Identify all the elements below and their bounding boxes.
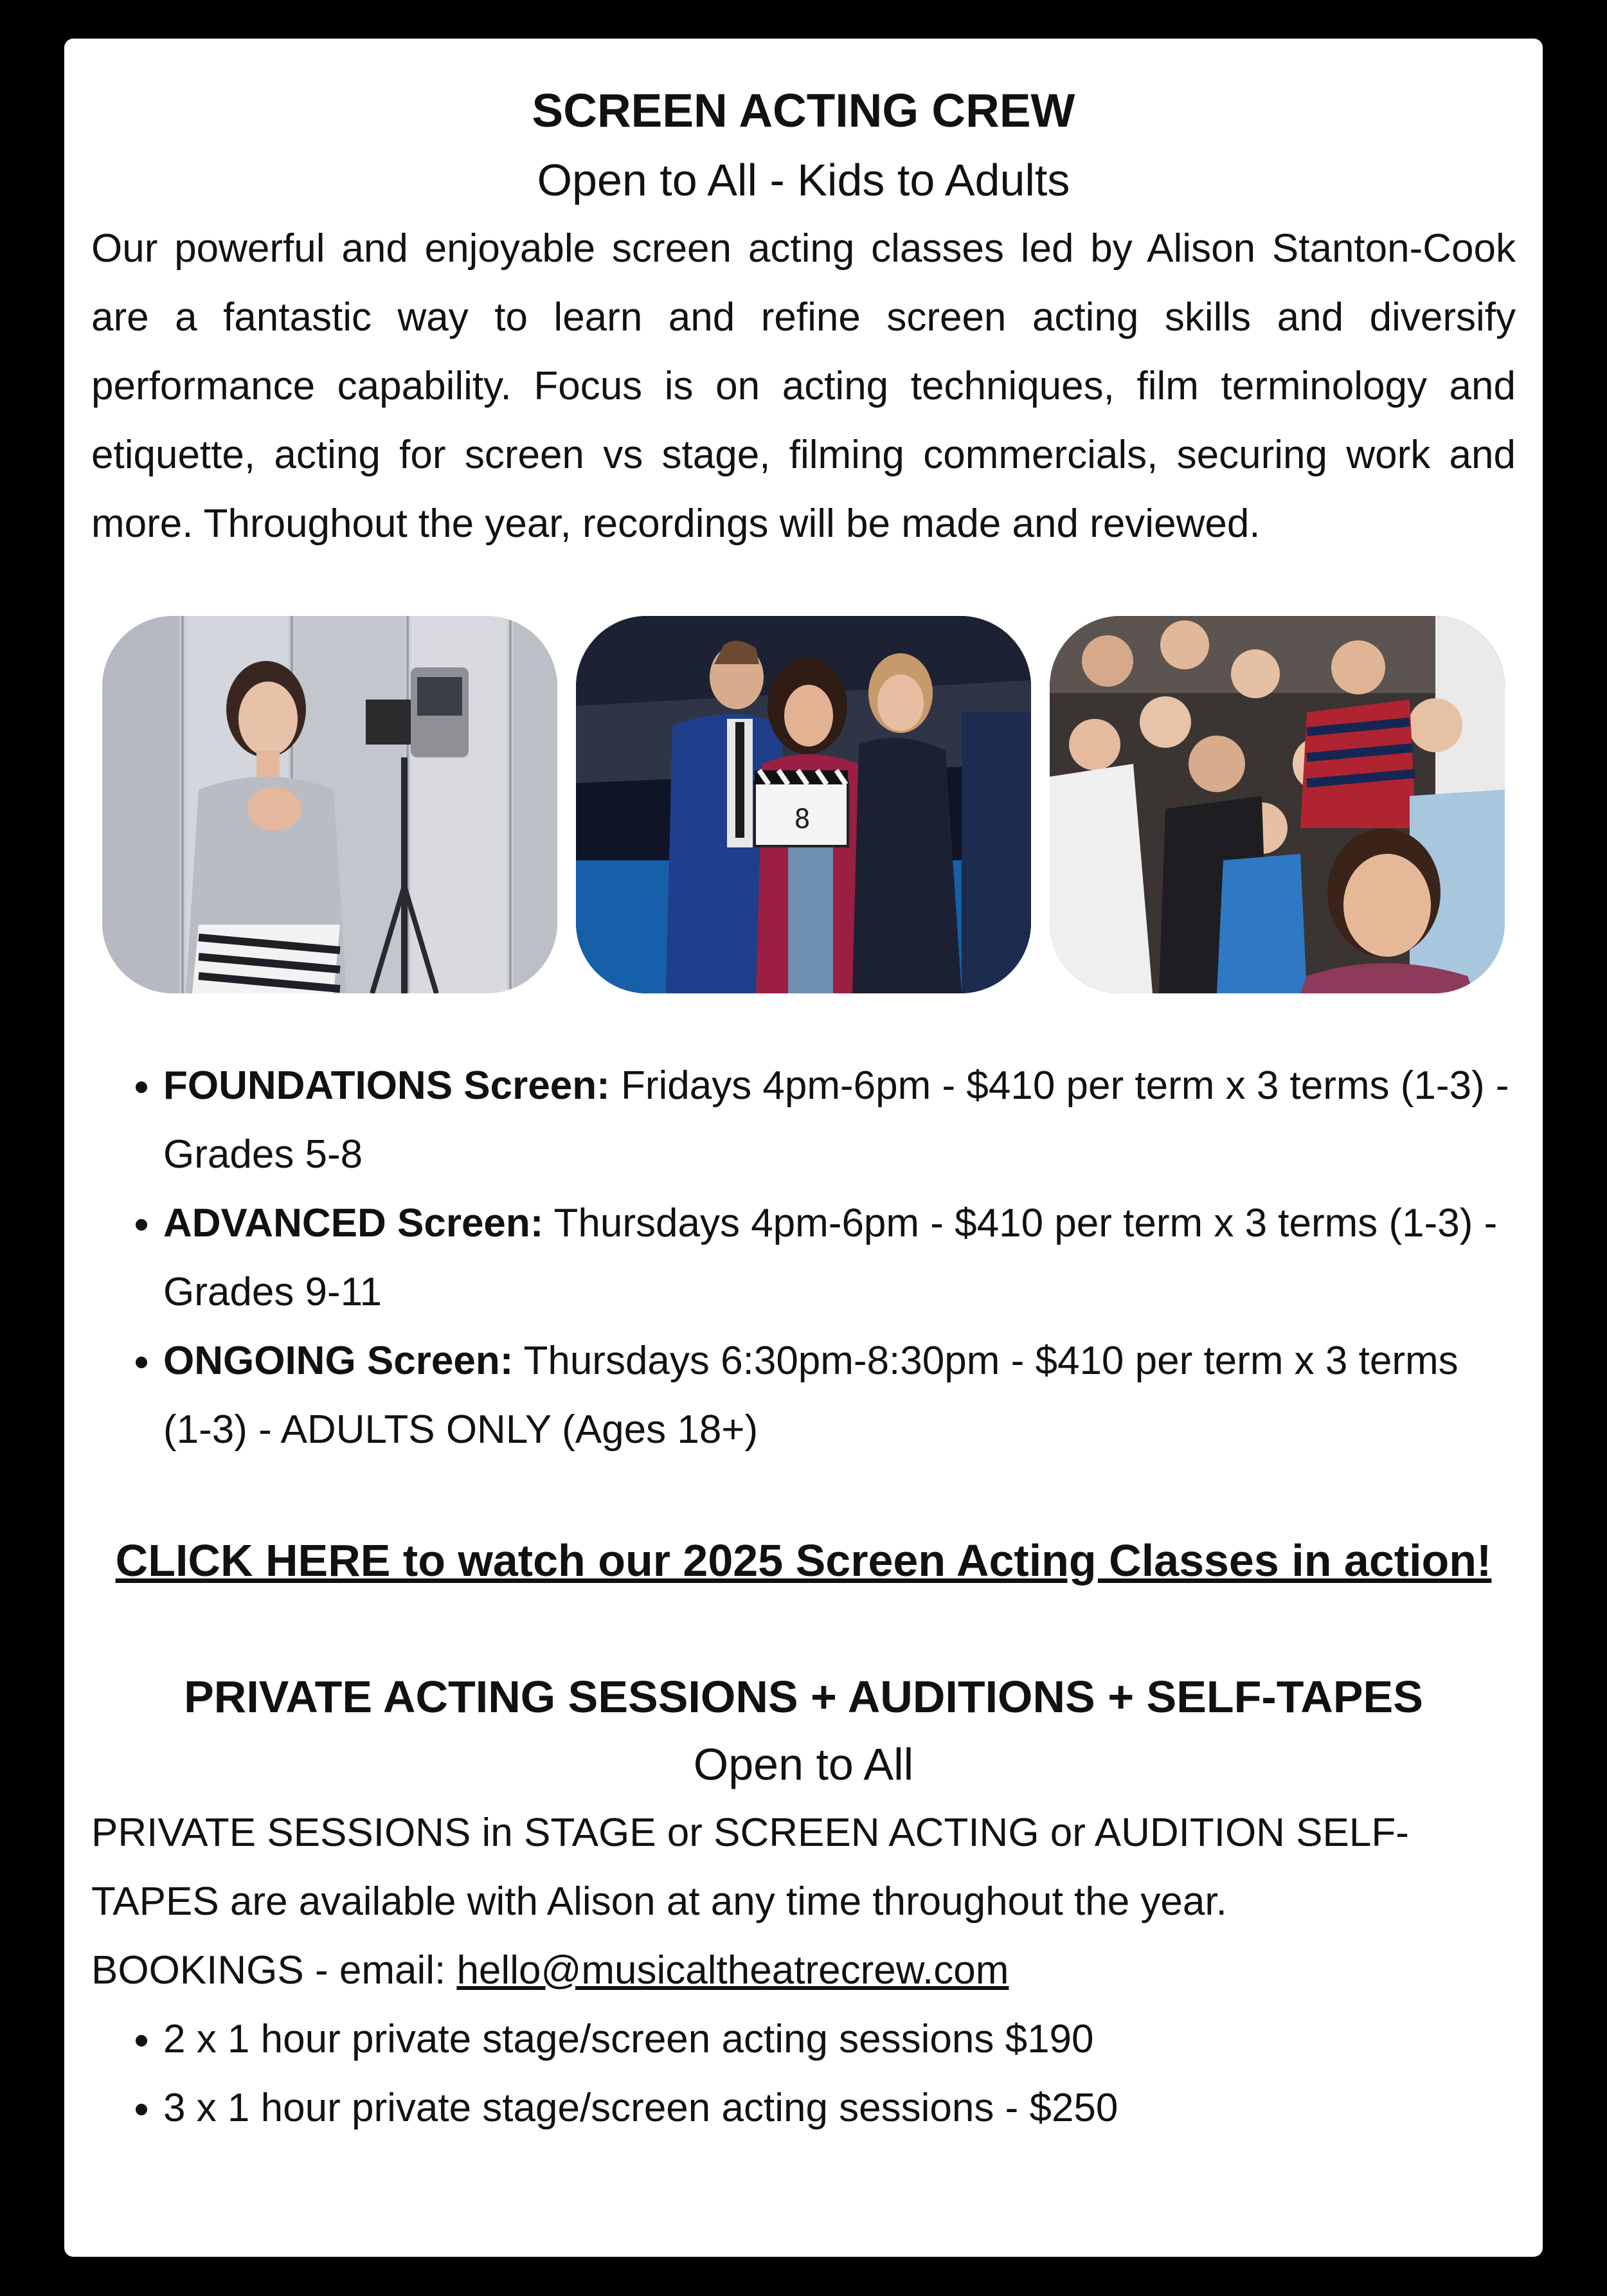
- bookings-label: BOOKINGS - email:: [91, 1948, 457, 1993]
- class-detail: Fridays 4pm-6pm - $410 per term x 3 terms (1-3) - Grades 5-8: [163, 1063, 1509, 1177]
- price-item: • 3 x 1 hour private stage/screen acting sessions - $250: [163, 2074, 1516, 2142]
- page-subtitle: Open to All - Kids to Adults: [537, 154, 1070, 205]
- email-link[interactable]: hello@musicaltheatrecrew.com: [456, 1948, 1009, 1993]
- class-list: [91, 1051, 1516, 1464]
- class-detail: Thursdays 6:30pm-8:30pm - $410 per term x 3 terms (1-3) - ADULTS ONLY (Ages 18+): [163, 1338, 1459, 1452]
- photo-group-selfie: [1050, 616, 1505, 993]
- price-item: • 2 x 1 hour private stage/screen acting sessions $190: [163, 2005, 1516, 2074]
- content-card: [64, 39, 1543, 2257]
- bookings-line: [91, 1936, 1441, 2005]
- watch-classes-link[interactable]: CLICK HERE to watch our 2025 Screen Acting Classes in action!: [115, 1535, 1492, 1586]
- price-list: [91, 2005, 1516, 2142]
- photo-row: [102, 616, 1505, 993]
- intro-paragraph: Our powerful and enjoyable screen acting classes led by Alison Stanton-Cook are a fantastic way to learn and refine screen acting skills and diversify performance capability. Focus is on acting techniques, film terminology and etiquette, acting for screen vs stage, filming commercials, securing work and more. Throughout the year, recordings will be made and reviewed.: [91, 226, 1516, 546]
- private-sessions-text: PRIVATE SESSIONS in STAGE or SCREEN ACTING or AUDITION SELF-TAPES are available with Alison at any time throughout the year.: [91, 1810, 1409, 1924]
- class-item-foundations: [163, 1051, 1516, 1189]
- class-name: FOUNDATIONS Screen:: [163, 1063, 610, 1108]
- class-item-advanced: [163, 1189, 1516, 1326]
- class-detail: Thursdays 4pm-6pm - $410 per term x 3 terms (1-3) - Grades 9-11: [163, 1200, 1498, 1314]
- page-title: SCREEN ACTING CREW: [532, 85, 1075, 137]
- photo-group-with-clapperboard: [576, 616, 1031, 993]
- class-name: ONGOING Screen:: [163, 1338, 514, 1383]
- clapperboard-number: 8: [794, 802, 811, 835]
- class-item-ongoing: [163, 1326, 1516, 1464]
- private-sessions-subtitle: Open to All: [693, 1739, 914, 1789]
- photo-instructor-with-camera: [102, 616, 557, 993]
- class-name: ADVANCED Screen:: [163, 1200, 544, 1245]
- private-sessions-title: PRIVATE ACTING SESSIONS + AUDITIONS + SELF-TAPES: [184, 1671, 1423, 1722]
